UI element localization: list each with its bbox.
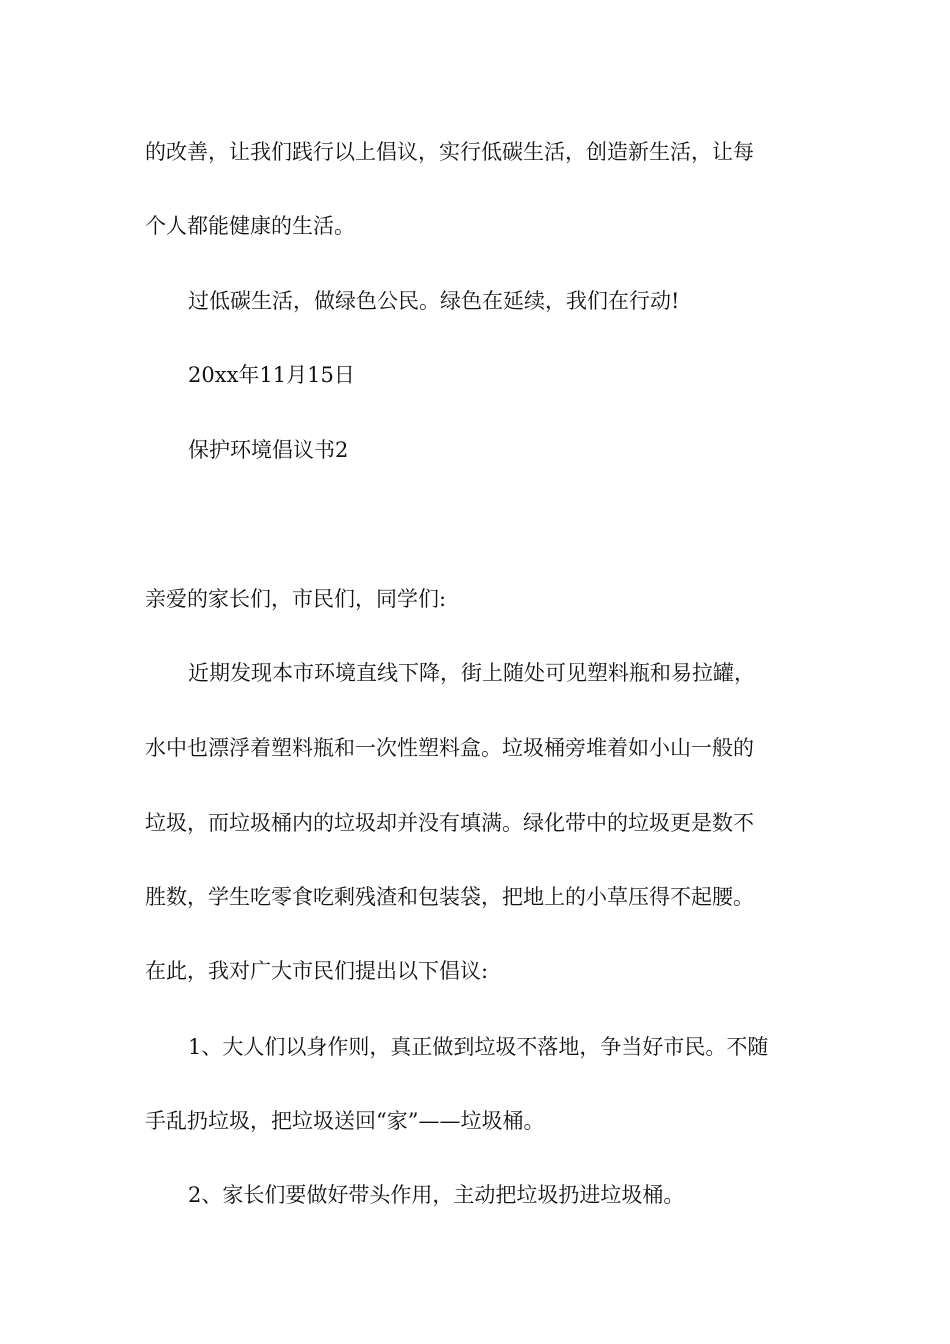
salutation: 亲爱的家长们，市民们，同学们: bbox=[145, 587, 447, 611]
text-line: 的改善，让我们践行以上倡议，实行低碳生活，创造新生活，让每 bbox=[145, 140, 754, 164]
text-line: 手乱扔垃圾，把垃圾送回“家”——垃圾桶。 bbox=[145, 1109, 545, 1133]
text-line: 胜数，学生吃零食吃剩残渣和包装袋，把地上的小草压得不起腰。 bbox=[145, 885, 754, 909]
text-line: 个人都能健康的生活。 bbox=[145, 214, 355, 238]
text-line: 近期发现本市环境直线下降，街上随处可见塑料瓶和易拉罐， bbox=[188, 661, 755, 685]
text-line: 过低碳生活，做绿色公民。绿色在延续，我们在行动! bbox=[188, 289, 680, 313]
text-line: 垃圾，而垃圾桶内的垃圾却并没有填满。绿化带中的垃圾更是数不 bbox=[145, 811, 754, 835]
text-line: 在此，我对广大市民们提出以下倡议: bbox=[145, 959, 489, 983]
list-item: 1、大人们以身作则，真正做到垃圾不落地，争当好市民。不随 bbox=[188, 1035, 769, 1059]
section-title: 保护环境倡议书2 bbox=[188, 438, 349, 462]
date-line: 20xx年11月15日 bbox=[188, 363, 355, 387]
list-item: 2、家长们要做好带头作用，主动把垃圾扔进垃圾桶。 bbox=[188, 1183, 685, 1207]
text-line: 水中也漂浮着塑料瓶和一次性塑料盒。垃圾桶旁堆着如小山一般的 bbox=[145, 736, 754, 760]
